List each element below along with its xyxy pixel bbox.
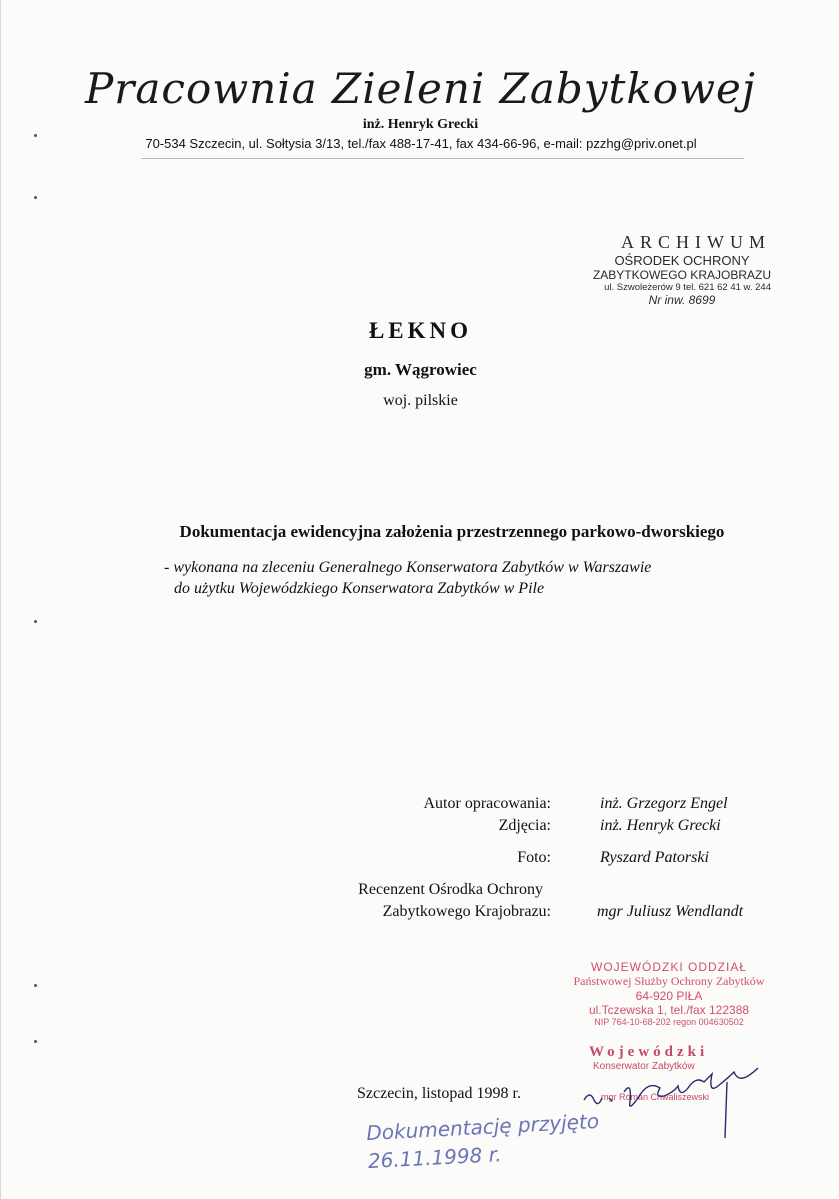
archive-stamp [593,232,771,307]
credit-label: Foto: [517,849,551,866]
letterhead-owner: inż. Henryk Grecki [362,117,479,132]
place-date: Szczecin, listopad 1998 r. [357,1085,521,1102]
binder-hole-mark [34,620,37,623]
handwritten-note [366,1107,601,1175]
subtitle-line: do użytku Wojewódzkiego Konserwatora Zabytków w Pile [174,580,545,597]
place-title: ŁEKNO [368,318,473,343]
credit-value: inż. Henryk Grecki [600,817,721,834]
office-stamp [559,960,779,1027]
handwritten-line: Dokumentację przyjęto [365,1108,600,1146]
credit-label: Autor opracowania: [423,795,551,812]
credit-value: inż. Grzegorz Engel [600,795,728,812]
office-stamp-line: 64-920 PIŁA [635,989,703,1003]
handwritten-line: 26.11.1998 r. [367,1142,502,1174]
conservator-stamp-line: mgr Roman Chwaliszewski [601,1092,710,1102]
credit-label: Zabytkowego Krajobrazu: [382,903,551,920]
binder-hole-mark [34,134,37,137]
binder-hole-mark [34,984,37,987]
archive-inventory-number: Nr inw. 8699 [648,293,716,307]
signature-icon [579,1062,789,1142]
office-stamp-line: WOJEWÓDZKI ODDZIAŁ [591,960,747,974]
office-stamp-line: NIP 764-10-68-202 regon 004630502 [594,1017,744,1027]
credit-value: mgr Juliusz Wendlandt [597,903,744,920]
archive-stamp-line: ARCHIWUM [621,232,771,252]
voivodeship-name: woj. pilskie [383,392,458,409]
document-title: Dokumentacja ewidencyjna założenia przestrzennego parkowo-dworskiego [179,522,725,541]
conservator-stamp-line: Konserwator Zabytków [593,1061,695,1072]
credit-label: Recenzent Ośrodka Ochrony [358,881,543,898]
binder-hole-mark [34,1040,37,1043]
office-stamp-line: Państwowej Służby Ochrony Zabytków [573,974,765,988]
office-stamp-line: ul.Tczewska 1, tel./fax 122388 [588,1003,750,1017]
gmina-name: gm. Wągrowiec [364,360,477,379]
letterhead-divider [141,158,744,159]
archive-stamp-line: ul. Szwoleżerów 9 tel. 621 62 41 w. 244 [604,282,771,293]
archive-stamp-line: ZABYTKOWEGO KRAJOBRAZU [592,268,771,282]
document-subtitle [164,557,651,599]
credit-label: Zdjęcia: [498,817,551,834]
binder-hole-mark [34,196,37,199]
letterhead-address: 70-534 Szczecin, ul. Sołtysia 3/13, tel./fax 488-17-41, fax 434-66-96, e-mail: pzzhg@priv.onet.pl [145,136,697,151]
credit-value: Ryszard Patorski [600,849,709,866]
archive-stamp-line: OŚRODEK OCHRONY [614,253,750,268]
letterhead-brand: Pracownia Zieleni Zabytkowej [85,64,756,113]
conservator-stamp-line: Wojewódzki [589,1044,709,1060]
subtitle-line: - wykonana na zleceniu Generalnego Konserwatora Zabytków w Warszawie [164,559,652,576]
